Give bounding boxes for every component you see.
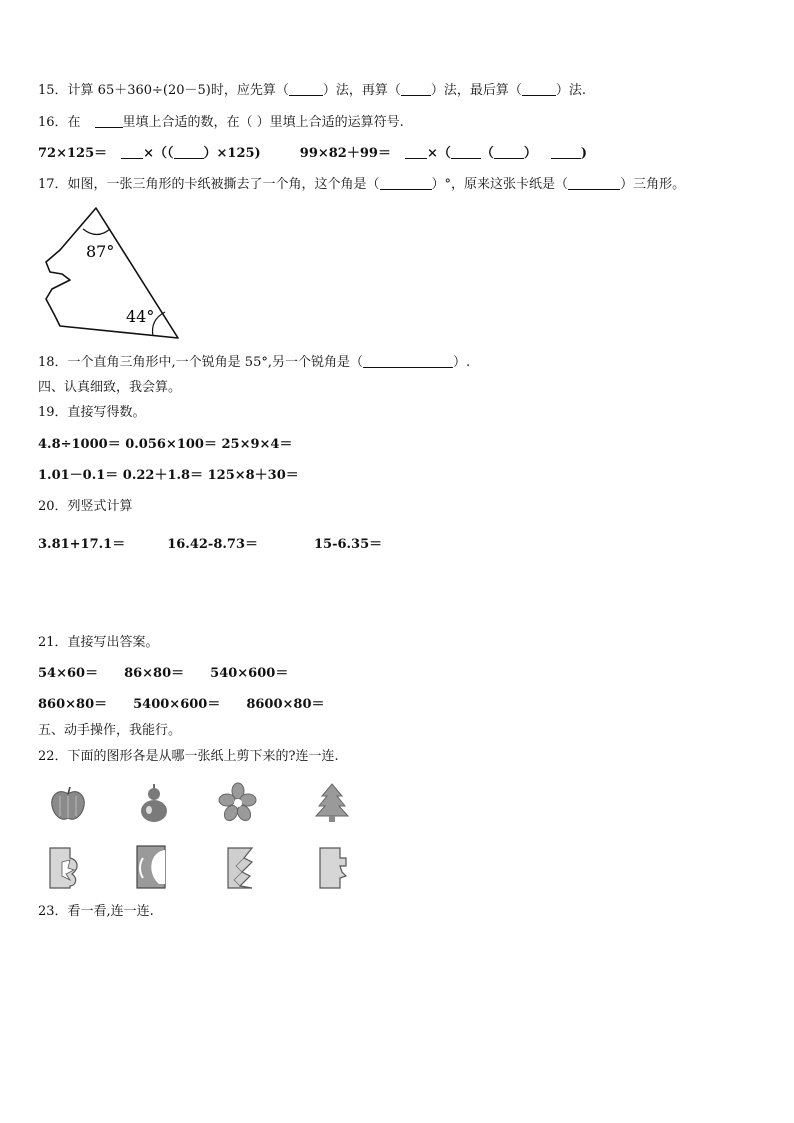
question-23: 23．看一看,连一连. [38,904,154,919]
question-21: 21．直接写出答案。 [38,635,159,650]
paper-zigzag-cut[interactable] [226,846,256,890]
answer-blank[interactable] [568,176,620,190]
paper-notch-cut[interactable] [318,846,348,890]
question-17: 17．如图，一张三角形的卡纸被撕去了一个角，这个角是（ ）°，原来这张卡纸是（ ）三角形。 [38,177,686,192]
answer-blank[interactable] [289,82,323,96]
question-16-equations: 72×125＝ ×（（ ）×125) 99×82＋99＝ ×（ （ ） ) [38,146,588,161]
answer-blank[interactable] [551,145,581,159]
question-19-row-1: 4.8÷1000＝ 0.056×100＝ 25×9×4＝ [38,437,293,452]
question-22: 22．下面的图形各是从哪一张纸上剪下来的?连一连. [38,749,339,764]
answer-blank[interactable] [174,145,204,159]
section-4-heading: 四、认真细致，我会算。 [38,380,182,395]
question-19: 19．直接写得数。 [38,405,146,420]
answer-blank[interactable] [380,176,432,190]
answer-blank[interactable] [405,145,427,159]
question-16: 16．在 里填上合适的数，在（ ）里填上合适的运算符号. [38,115,404,130]
paper-curve-cut[interactable] [135,844,167,890]
flower-icon[interactable] [218,782,258,822]
question-19-row-2: 1.01－0.1＝ 0.22＋1.8＝ 125×8＋30＝ [38,468,299,483]
question-15: 15．计算 65＋360÷(20－5)时，应先算（ ）法，再算（ ）法，最后算（ ）法. [38,83,587,98]
answer-blank[interactable] [95,114,123,128]
answer-blank[interactable] [363,354,453,368]
answer-blank[interactable] [121,145,143,159]
gourd-icon[interactable] [136,782,172,824]
question-18: 18．一个直角三角形中,一个锐角是 55°,另一个锐角是（ ）. [38,355,471,370]
answer-blank[interactable] [401,82,431,96]
paper-leaf-cut[interactable] [48,846,82,890]
section-5-heading: 五、动手操作，我能行。 [38,723,182,738]
question-20-items: 3.81+17.1＝ 16.42-8.73＝ 15-6.35＝ [38,537,383,552]
question-21-row-1: 54×60＝ 86×80＝ 540×600＝ [38,666,289,681]
answer-blank[interactable] [451,145,481,159]
angle-label-bottom: 44° [126,307,155,326]
tree-icon[interactable] [314,782,350,824]
question-21-row-2: 860×80＝ 5400×600＝ 8600×80＝ [38,697,325,712]
answer-blank[interactable] [522,82,556,96]
question-20: 20．列竖式计算 [38,499,133,514]
torn-triangle-figure [40,204,185,342]
apple-icon[interactable] [48,784,88,824]
angle-label-top: 87° [86,242,115,261]
answer-blank[interactable] [494,145,524,159]
